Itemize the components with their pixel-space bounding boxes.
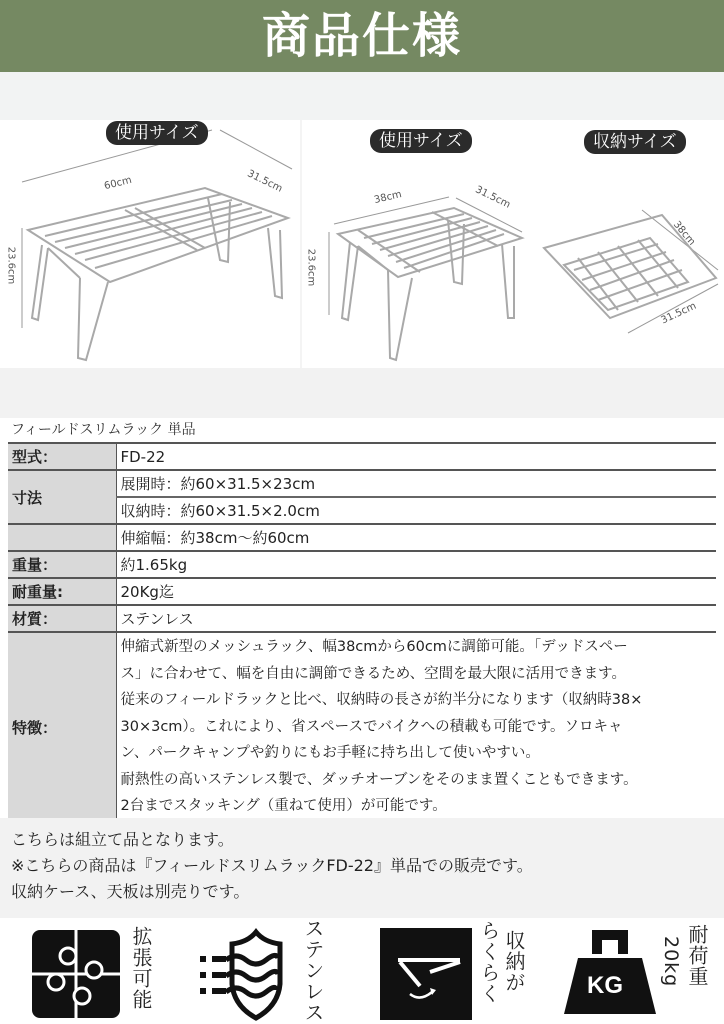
spacer xyxy=(0,368,724,418)
row-value: 20Kg迄 xyxy=(116,578,716,605)
features-text xyxy=(116,632,716,823)
usage-size-label: 使用サイズ xyxy=(106,121,208,145)
row-label: 特徴： xyxy=(8,632,116,823)
row-value: 約1.65kg xyxy=(116,551,716,578)
image-panel-expanded xyxy=(0,120,300,368)
feature-label-stainless: ステンレス xyxy=(301,918,325,1023)
note-assembly: こちらは組立て品となります。 xyxy=(11,830,234,849)
row-value: FD-22 xyxy=(116,443,716,470)
image-panel-folded xyxy=(538,120,724,368)
dimension-height: 23.6cm xyxy=(5,246,17,285)
product-images xyxy=(0,120,724,368)
table-row-weight xyxy=(8,551,716,578)
table-row-dimensions xyxy=(8,470,716,497)
row-value: ステンレス xyxy=(116,605,716,632)
page-title: 商品仕様 xyxy=(261,8,462,64)
notes-section xyxy=(0,818,724,918)
feature-label-expandable: 拡張可能 xyxy=(129,926,153,1010)
feature-icons xyxy=(0,918,724,1024)
shield-waves-icon xyxy=(196,926,286,1024)
spec-caption: フィールドスリムラック 単品 xyxy=(11,422,196,438)
row-label: 耐重量: xyxy=(8,578,116,605)
features-line: ン、パークキャンプや釣りにもお手軽に持ち出して使いやすい。 xyxy=(120,745,540,761)
note-single-item: ※こちらの商品は『フィールドスリムラックFD-22』単品での販売です。 xyxy=(11,856,533,875)
kg-weight-icon xyxy=(560,924,660,1024)
dimension-depth: 31.5cm xyxy=(659,300,699,327)
dimension-depth: 31.5cm xyxy=(245,168,285,195)
row-label: 材質： xyxy=(8,605,116,632)
row-label: 重量： xyxy=(8,551,116,578)
dimension-depth: 31.5cm xyxy=(473,184,513,211)
spacer xyxy=(0,72,724,120)
rack-expanded-illustration xyxy=(0,120,300,368)
feature-label-storage: 収納が xyxy=(502,930,526,993)
table-row-load-capacity xyxy=(8,578,716,605)
spec-table xyxy=(8,442,716,824)
storage-size-label: 収納サイズ xyxy=(584,130,686,154)
spec-section xyxy=(0,418,724,818)
features-line: ス」に合わせて、幅を自由に調節できるため、空間を最大限に活用できます。 xyxy=(120,665,626,682)
table-row-features xyxy=(8,632,716,823)
feature-label-easy: らくらく xyxy=(477,920,501,1004)
fold-rack-icon xyxy=(380,928,472,1024)
row-label: 型式： xyxy=(8,443,116,470)
rack-folded-illustration xyxy=(538,120,724,368)
dimension-height: 23.6cm xyxy=(305,248,317,287)
row-value: 伸縮幅：約38cm〜約60cm xyxy=(116,524,716,551)
row-value: 収納時：約60×31.5×2.0cm xyxy=(116,497,716,524)
dimension-width: 38cm xyxy=(670,219,698,248)
header-banner xyxy=(0,0,724,72)
image-panel-compact xyxy=(302,120,538,368)
feature-label-load: 耐荷重 xyxy=(685,924,709,987)
row-label xyxy=(8,524,116,551)
table-row-extension xyxy=(8,524,716,551)
features-line: 伸縮式新型のメッシュラック、幅38cmから60cmに調節可能。「デッドスペー xyxy=(120,639,628,655)
table-row-material xyxy=(8,605,716,632)
features-line: 耐熱性の高いステンレス製で、ダッチオーブンをそのまま置くこともできます。 xyxy=(120,771,638,788)
kg-icon-label: KG xyxy=(587,972,623,999)
feature-label-load-value: 20kg xyxy=(660,936,682,988)
dimension-width: 38cm xyxy=(373,188,403,207)
puzzle-icon xyxy=(32,930,120,1022)
features-line: 30×3cm）。これにより、省スペースでバイクへの積載も可能です。ソロキャ xyxy=(120,718,623,735)
note-sold-separately: 収納ケース、天板は別売りです。 xyxy=(11,882,250,901)
row-label: 寸法 xyxy=(8,470,116,524)
features-line: 2台までスタッキング（重ねて使用）が可能です。 xyxy=(120,798,447,814)
features-line: 従来のフィールドラックと比べ、収納時の長さが約半分になります（収納時38× xyxy=(120,692,643,708)
rack-compact-illustration xyxy=(302,120,538,368)
usage-size-label: 使用サイズ xyxy=(370,129,472,153)
table-row-model xyxy=(8,443,716,470)
row-value: 展開時：約60×31.5×23cm xyxy=(116,470,716,497)
dimension-width: 60cm xyxy=(103,174,133,193)
